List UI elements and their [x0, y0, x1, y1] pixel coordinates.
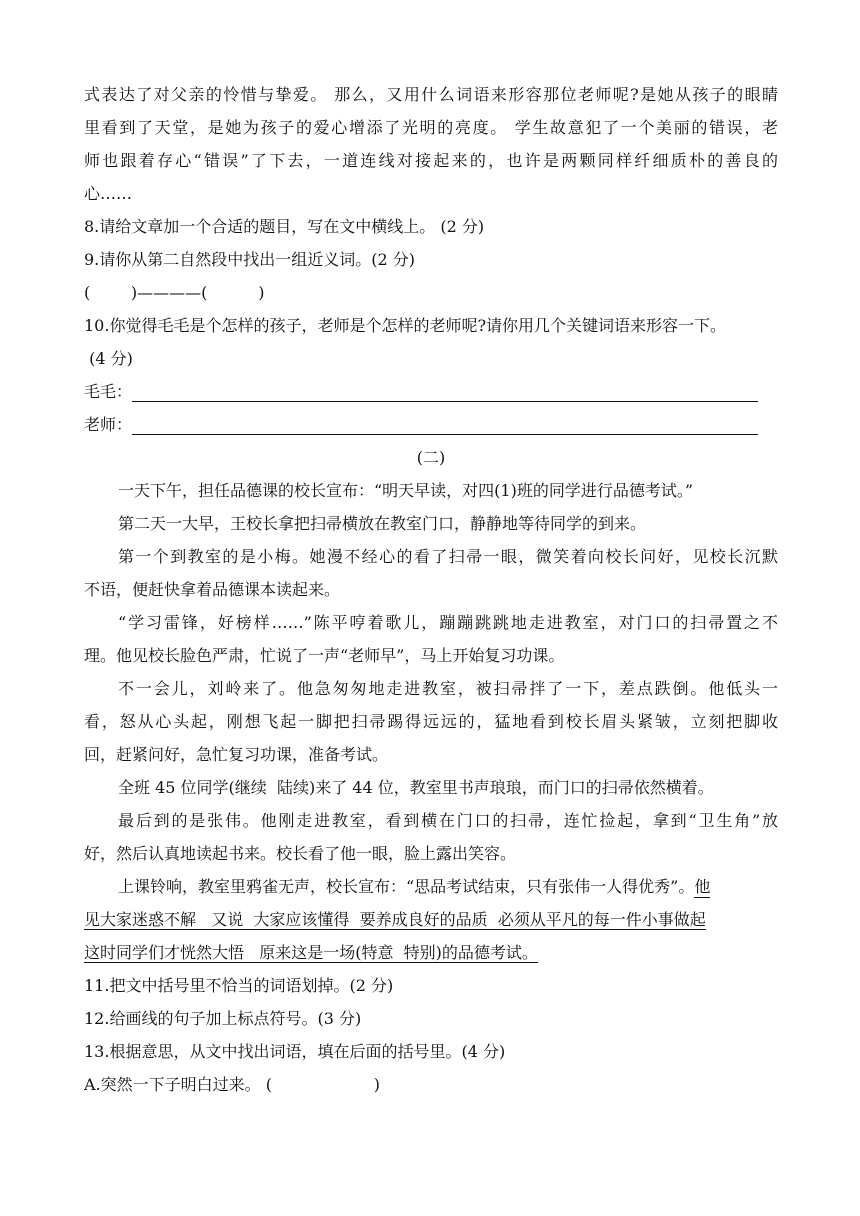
underlined-sentence-line [84, 903, 778, 936]
passage-line: 师也跟着存心“错误”了下去，一道连线对接起来的，也许是两颗同样纤细质朴的善良的 [84, 151, 778, 170]
passage-line: 式表达了对父亲的怜惜与挚爱。 那么，又用什么词语来形容那位老师呢?是她从孩子的眼睛 [84, 85, 778, 104]
section-heading: (二) [416, 448, 446, 467]
passage-one [84, 78, 778, 210]
teacher-answer-row [84, 408, 778, 441]
question-12: 12.给画线的句子加上标点符号。(3 分) [84, 1009, 362, 1028]
document-page [84, 78, 778, 1101]
underlined-sentence-line [84, 936, 778, 969]
maomao-label: 毛毛： [84, 382, 133, 401]
teacher-answer-line[interactable] [132, 414, 758, 435]
question-group-one [84, 210, 778, 441]
underlined-sentence: 见大家迷惑不解 又说 大家应该懂得 要养成良好的品质 必须从平凡的每一件小事做起 [84, 910, 706, 929]
maomao-answer-line[interactable] [132, 381, 758, 402]
question-13a[interactable]: A.突然一下子明白过来。 ( ) [84, 1075, 380, 1094]
paragraph-line: 全班 45 位同学(继续 陆续)来了 44 位，教室里书声琅琅，而门口的扫帚依然横着。 [118, 778, 714, 797]
paragraph-line: 第一个到教室的是小梅。她漫不经心的看了扫帚一眼，微笑着向校长问好，见校长沉默 [118, 547, 778, 566]
paragraph-line: “学习雷锋，好榜样……”陈平哼着歌儿，蹦蹦跳跳地走进教室，对门口的扫帚置之不 [118, 613, 778, 632]
paragraph-line [84, 870, 778, 903]
paragraph-line: 最后到的是张伟。他刚走进教室，看到横在门口的扫帚，连忙捡起，拿到“卫生角”放 [118, 811, 778, 830]
passage-line: 里看到了天堂，是她为孩子的爱心增添了光明的亮度。 学生故意犯了一个美丽的错误，老 [84, 118, 778, 137]
teacher-label: 老师： [84, 415, 133, 434]
passage-two [84, 441, 778, 969]
question-group-two [84, 969, 778, 1101]
paragraph-line: 看，怒从心头起，刚想飞起一脚把扫帚踢得远远的，猛地看到校长眉头紧皱，立刻把脚收 [84, 712, 778, 731]
question-11: 11.把文中括号里不恰当的词语划掉。(2 分) [84, 976, 394, 995]
paragraph-line: 回，赶紧问好，急忙复习功课，准备考试。 [84, 745, 389, 764]
paragraph-line: 不语，便赶快拿着品德课本读起来。 [84, 580, 341, 599]
maomao-answer-row [84, 375, 778, 408]
question-10-line: 10.你觉得毛毛是个怎样的孩子，老师是个怎样的老师呢?请你用几个关键词语来形容一下。 [84, 316, 727, 335]
underlined-sentence-start: 他 [694, 877, 711, 896]
paragraph-line: 第二天一大早，王校长拿把扫帚横放在教室门口，静静地等待同学的到来。 [118, 514, 647, 533]
underlined-sentence: 这时同学们才恍然大悟 原来这是一场(特意 特别)的品德考试。 [84, 943, 538, 962]
question-9-answer-blank[interactable]: ( )————( ) [84, 283, 265, 302]
paragraph-text: 上课铃响，教室里鸦雀无声，校长宣布：“思品考试结束，只有张伟一人得优秀”。 [118, 877, 695, 896]
question-10-points: (4 分) [84, 349, 133, 368]
question-9: 9.请你从第二自然段中找出一组近义词。(2 分) [84, 250, 416, 269]
paragraph-line: 一天下午，担任品德课的校长宣布：“明天早读，对四(1)班的同学进行品德考试。” [118, 481, 694, 500]
paragraph-line: 理。他见校长脸色严肃，忙说了一声“老师早”，马上开始复习功课。 [84, 646, 565, 665]
question-13: 13.根据意思，从文中找出词语，填在后面的括号里。(4 分) [84, 1042, 506, 1061]
paragraph-line: 好，然后认真地读起书来。校长看了他一眼，脸上露出笑容。 [84, 844, 517, 863]
passage-line: 心…… [84, 184, 133, 203]
question-8: 8.请给文章加一个合适的题目，写在文中横线上。 (2 分) [84, 217, 485, 236]
paragraph-line: 不一会儿，刘岭来了。他急匆匆地走进教室，被扫帚拌了一下，差点跌倒。他低头一 [118, 679, 778, 698]
